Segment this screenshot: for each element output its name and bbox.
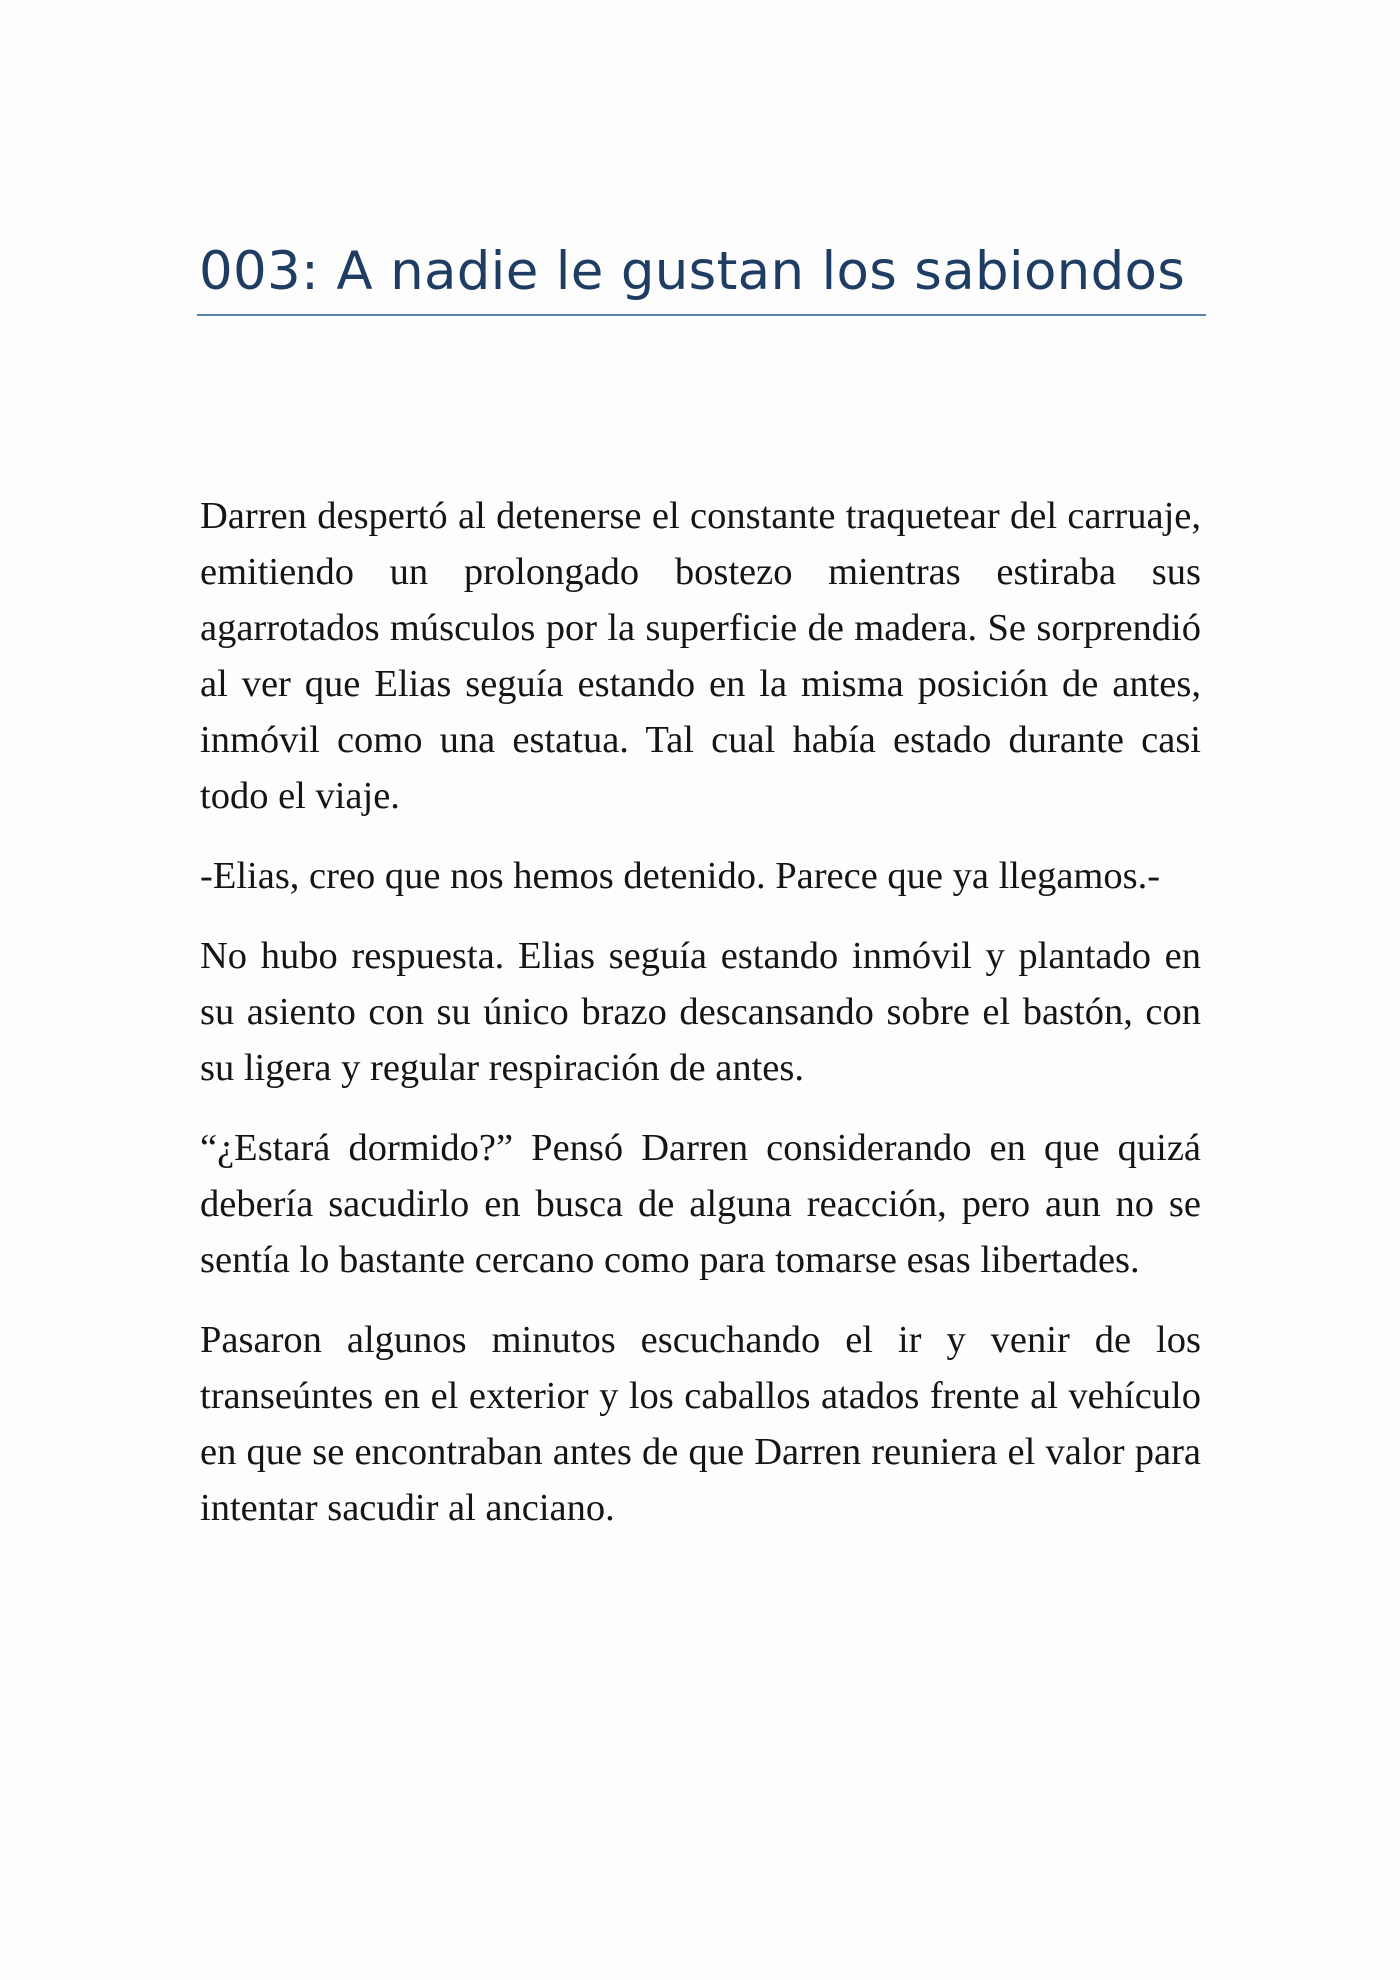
paragraph: No hubo respuesta. Elias seguía estando inmóvil y plantado en su asiento con su único brazo descansando sobre el bastón, con su ligera y regular respiración de antes. [200,935,1201,1089]
paragraph: Darren despertó al detenerse el constante traquetear del carruaje, emitiendo un prolongado bostezo mientras estiraba sus agarrotados músculos por la superficie de madera. Se sorprendió al ver que Elias seguía estando en la misma posición de antes, inmóvil como una estatua. Tal cual había estado durante casi todo el viaje. [200,495,1201,817]
chapter-body [200,488,1201,1560]
paragraph: “¿Estará dormido?” Pensó Darren considerando en que quizá debería sacudirlo en busca de alguna reacción, pero aun no se sentía lo bastante cercano como para tomarse esas libertades. [200,1127,1201,1281]
title-underline [197,314,1206,316]
paragraph: -Elias, creo que nos hemos detenido. Parece que ya llegamos.- [200,855,1161,897]
chapter-title: 003: A nadie le gustan los sabiondos [199,241,1186,302]
paragraph: Pasaron algunos minutos escuchando el ir y venir de los transeúntes en el exterior y los caballos atados frente al vehículo en que se encontraban antes de que Darren reuniera el valor para intentar sacudir al anciano. [200,1319,1201,1529]
